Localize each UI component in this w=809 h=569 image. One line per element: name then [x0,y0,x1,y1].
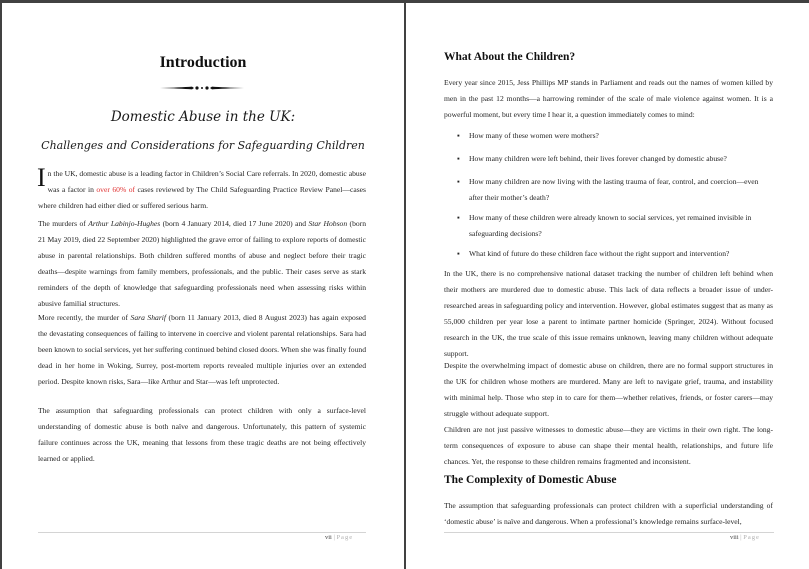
footer-divider [38,532,366,533]
paragraph-intro [37,163,366,214]
list-item-text: How many children are now living with the lasting trauma of fear, control, and coercion—even after their mother’s death? [469,177,759,202]
section-heading: The Complexity of Domestic Abuse [444,474,617,486]
paragraph-support: Despite the overwhelming impact of domestic abuse on children, there are no formal support structures in the UK for children whose mothers are murdered. Many are left to navigate grief, trauma, and instability with minimal help. Those who step in to care for them—whether relatives, friends, or foster carers—may struggle without adequate support. [444,361,773,418]
victim-name: Arthur Labinjo-Hughes [88,219,161,228]
bullet-icon: ▪ [457,249,460,258]
paragraph-text: (born 11 January 2013, died 8 August 2023) has again exposed the devastating consequences of failing to intervene in coercive and violent parental relationships. Sara had been known to social services, yet her suffering continued behind closed doors. When she was finally found dead in her home in Woking, Surrey, post-mortem reports revealed multiple injuries over an extended period. Despite known risks, Sara—like Arthur and Star—was left unprotected. [38,313,366,386]
list-item-text: What kind of future do these children face without the right support and intervention? [469,249,730,258]
paragraph-intro: Every year since 2015, Jess Phillips MP stands in Parliament and reads out the names of women killed by men in the past 12 months—a harrowing reminder of the scale of male violence against women. It is a powerful moment, but every time I hear it, a question immediately comes to mind: [444,78,773,119]
page-number-label: Page [743,534,760,541]
page-number-value: viii [730,534,739,541]
bullet-icon: ▪ [457,131,460,140]
page-number-label: Page [336,534,354,541]
list-item-text: How many of these children were already known to social services, yet remained invisible in safeguarding decisions? [469,213,752,238]
ornament-divider-icon [160,83,244,93]
footer-divider [444,532,774,533]
paragraph-text: The murders of [38,219,89,228]
list-item-text: How many of these women were mothers? [469,131,599,140]
victim-name: Sara Sharif [130,313,166,322]
page-title: Introduction [159,54,247,71]
page-number [730,534,760,541]
bullet-icon: ▪ [457,177,460,186]
page-number-separator: | [740,534,742,541]
victim-name: Star Hobson [308,219,348,228]
paragraph-dataset: In the UK, there is no comprehensive national dataset tracking the number of children left behind when their mothers are murdered due to domestic abuse. This lack of data reflects a broader issue of under-researched areas in safeguarding policy and intervention. However, global estimates suggest that as many as 55,000 children per year lose a parent to intimate partner homicide (Springer, 2024). Without focused research in the UK, the true scale of this issue remains unknown, leaving many children without adequate support. [444,269,773,358]
paragraph-assumption: The assumption that safeguarding professionals can protect children with only a surface-level understanding of domestic abuse is both naïve and dangerous. Unfortunately, this pattern of systemic failure continues across the UK, meaning that lessons from these tragic deaths are not being effectively learned or applied. [38,406,366,463]
list-item-text: How many children were left behind, their lives forever changed by domestic abuse? [469,154,727,163]
paragraph-text: (born 21 May 2019, died 22 September 2020) highlighted the grave error of failing to explore reports of domestic abuse in parental relationships. Both children suffered months of abuse and neglect before their tragic deaths—despite warnings from family members, professionals, and the public. Their cases serve as stark reminders of the depth of knowledge that safeguarding professionals need when assessing risks within abusive familial structures. [38,219,366,308]
bullet-icon: ▪ [457,154,460,163]
left-page [2,3,404,569]
page-number-value: vii [325,534,332,541]
paragraph-text: More recently, the murder of [38,313,131,322]
paragraph-sara [38,310,366,390]
page-number-separator: | [333,534,335,541]
paragraph-text: cases reviewed by The Child Safeguarding Practice Review Panel—cases where children had either died or suffered serious harm. [38,185,366,210]
drop-cap: I [37,163,46,192]
section-subtitle-secondary: Challenges and Considerations for Safeguarding Children [41,139,365,152]
section-subtitle: Domestic Abuse in the UK: [110,109,296,125]
bullet-icon: ▪ [457,213,460,222]
right-page [406,3,809,569]
paragraph-victims: Children are not just passive witnesses to domestic abuse—they are victims in their own right. The long-term consequences of exposure to abuse can shape their mental health, relationships, and future life chances. Yet, the response to these children remains fragmented and inconsistent. [444,425,773,466]
paragraph-text: (born 4 January 2014, died 17 June 2020) and [160,219,309,228]
paragraph-complexity: The assumption that safeguarding professionals can protect children with a superficial understanding of ‘domestic abuse’ is naïve and dangerous. When a professional’s knowledge remains surface-level, [444,501,773,526]
highlighted-statistic: over 60% of [96,185,136,194]
paragraph-murders [38,216,366,312]
page-number [325,534,353,541]
paragraph-text: n the UK, domestic abuse is a leading factor in Children’s Social Care referrals. In 2020, domestic abuse was a factor in [47,169,366,194]
section-heading: What About the Children? [444,51,576,63]
